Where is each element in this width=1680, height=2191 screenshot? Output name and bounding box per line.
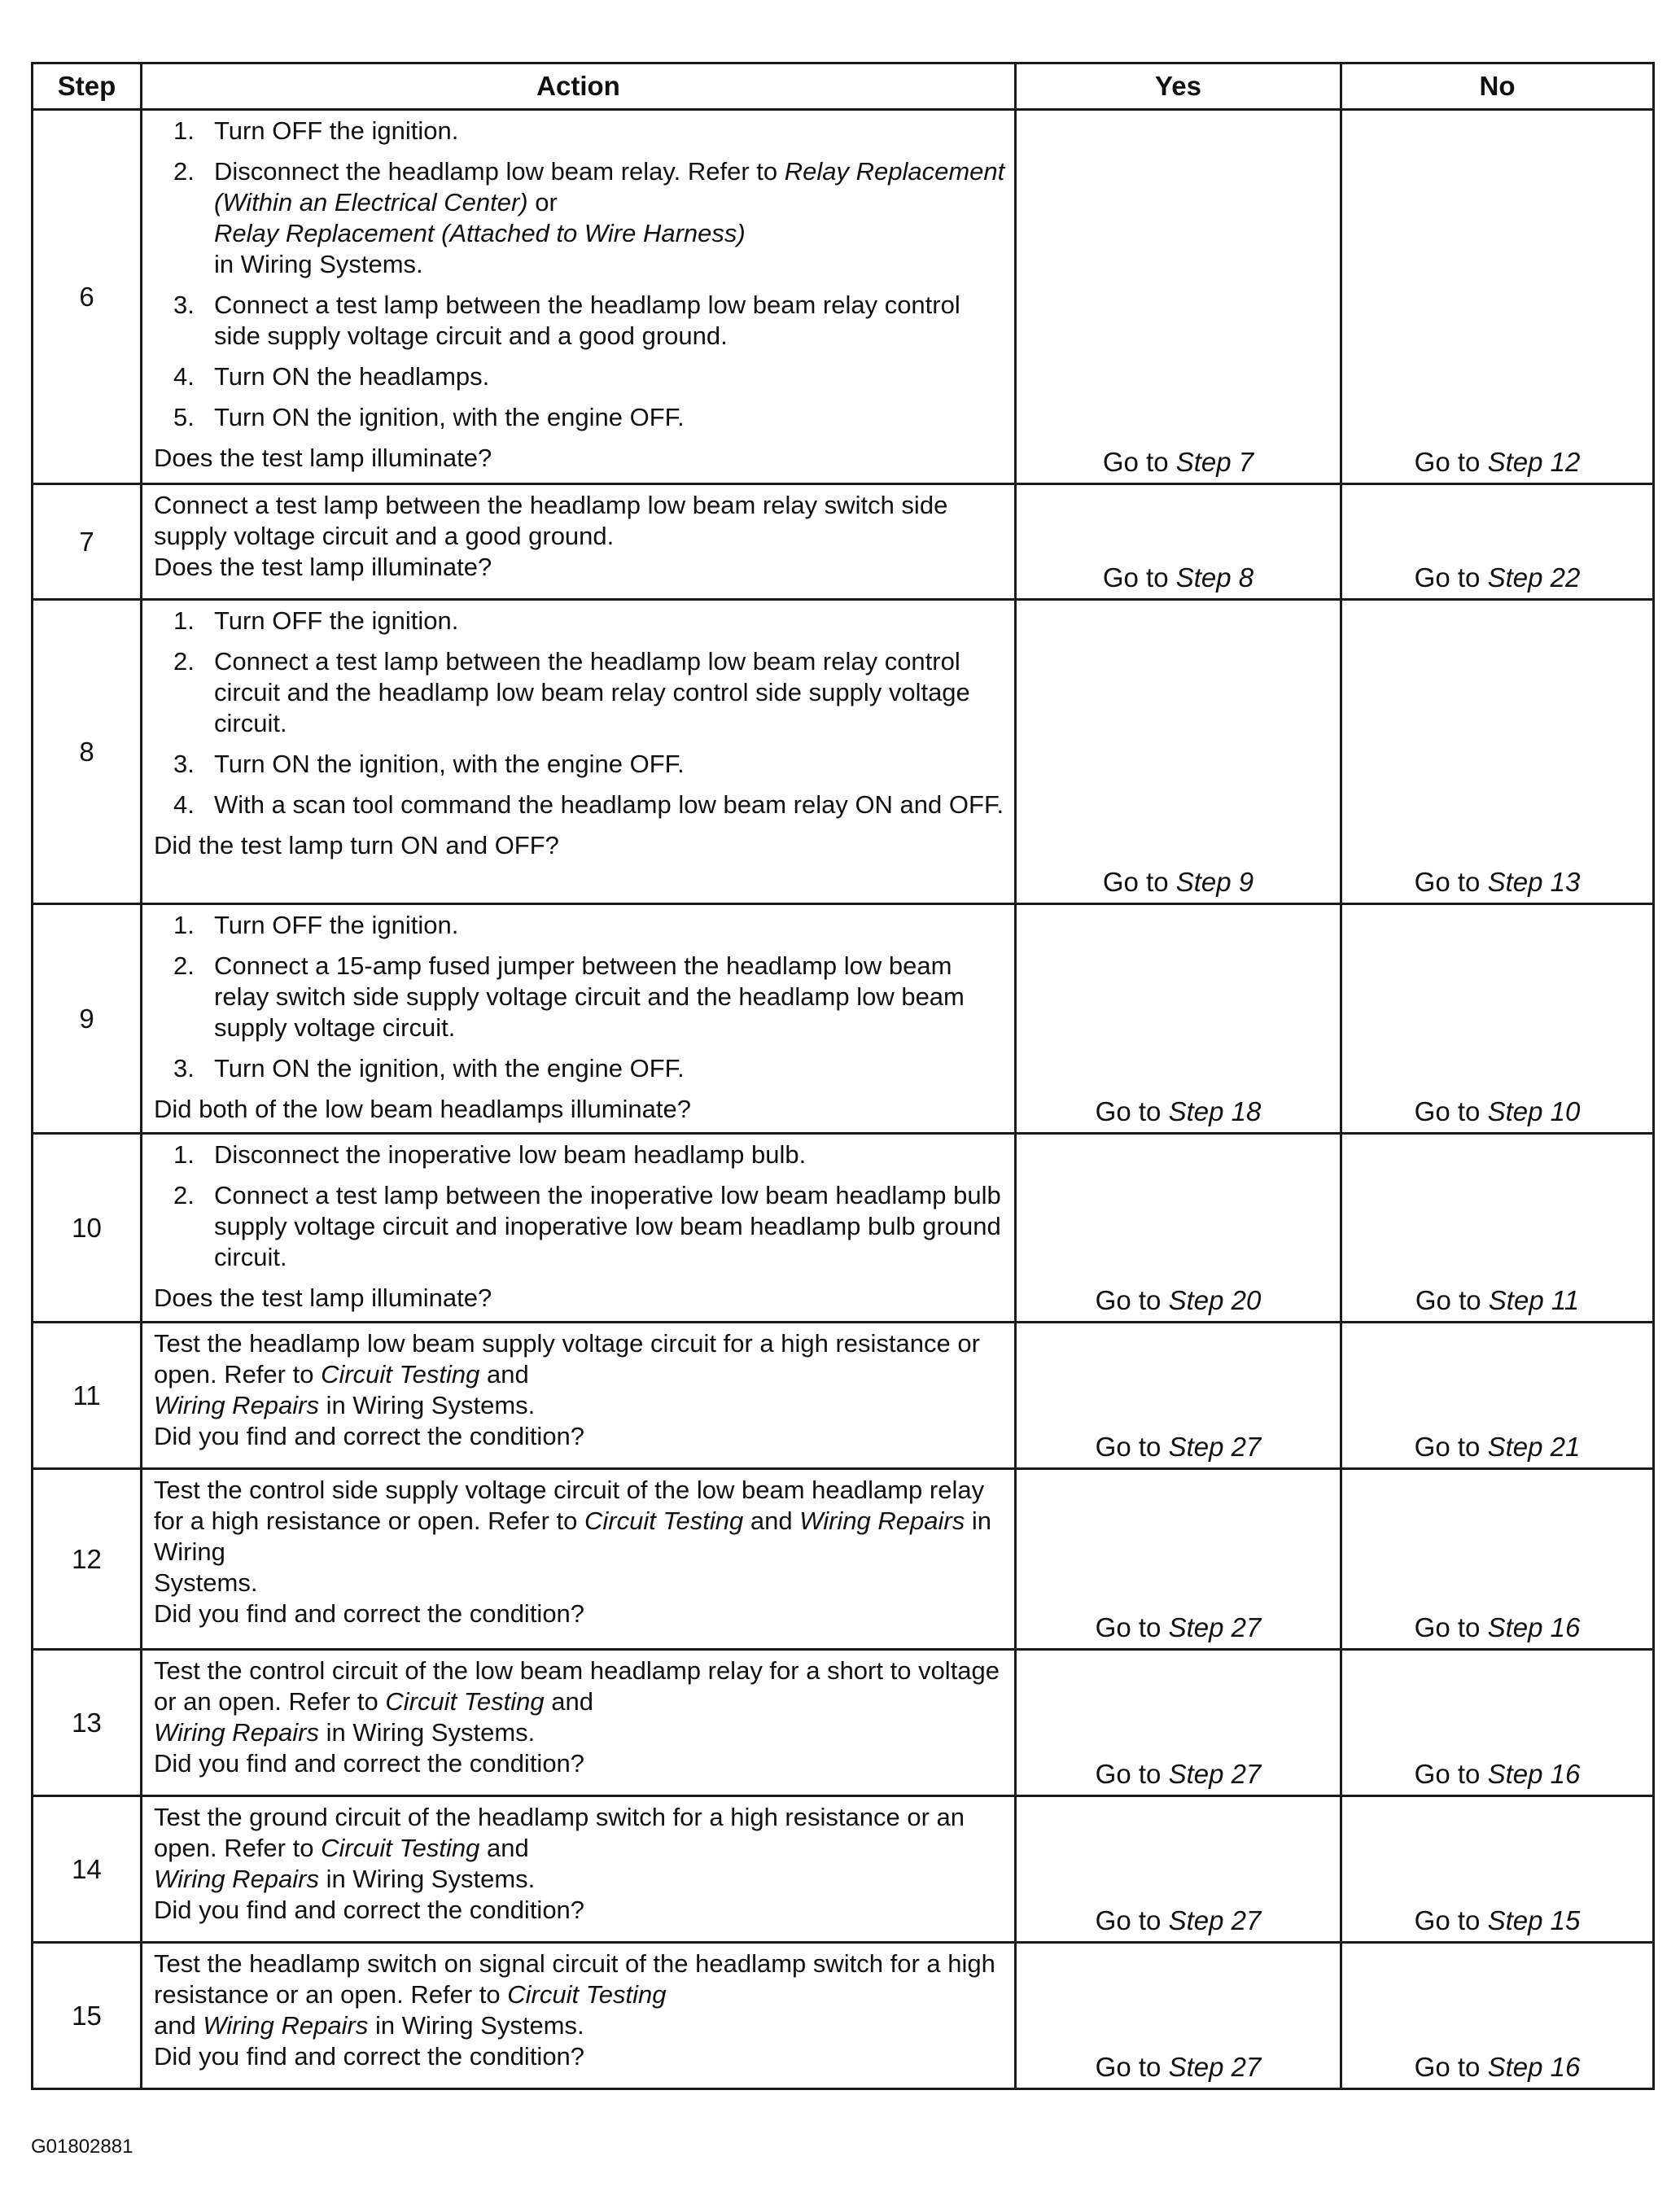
text-run: and	[154, 2011, 203, 2040]
action-step-number: 1.	[173, 911, 195, 939]
no-result-cell	[1341, 1650, 1654, 1796]
goto-prefix: Go to	[1095, 1096, 1169, 1126]
diagnostic-table	[31, 62, 1655, 2090]
text-run: With a scan tool command the headlamp low beam relay ON and OFF.	[214, 790, 1004, 819]
step-row	[33, 1943, 1654, 2089]
no-result-cell	[1341, 1796, 1654, 1943]
action-step-number: 4.	[173, 362, 195, 391]
goto-step-link[interactable]: Step 10	[1487, 1096, 1581, 1126]
text-run: Disconnect the headlamp low beam relay. Refer to	[214, 157, 785, 186]
yes-result-cell	[1016, 1323, 1341, 1469]
yes-result-cell	[1016, 484, 1341, 600]
action-step	[154, 1053, 1006, 1084]
goto-prefix: Go to	[1414, 1759, 1488, 1789]
goto-step-link[interactable]: Step 27	[1168, 1905, 1262, 1935]
step-number: 9	[33, 904, 142, 1134]
text-run: Connect a test lamp between the inoperative low beam headlamp bulb supply voltage circuit and inoperative low beam headlamp bulb ground circuit.	[214, 1181, 1001, 1271]
goto-prefix: Go to	[1414, 1612, 1488, 1642]
goto-step-link[interactable]: Step 9	[1175, 867, 1254, 897]
goto-prefix: Go to	[1095, 1759, 1169, 1789]
question-text: Does the test lamp illuminate?	[154, 553, 492, 581]
step-number: 10	[33, 1134, 142, 1323]
action-step-number: 5.	[173, 403, 195, 431]
step-row	[33, 1650, 1654, 1796]
text-run: in Wiring	[154, 1507, 991, 1566]
question-text: Did you find and correct the condition?	[154, 1896, 585, 1924]
goto-step-link[interactable]: Step 16	[1487, 1612, 1581, 1642]
text-run: and	[743, 1507, 800, 1535]
header-step: Step	[33, 63, 142, 110]
question-text: Does the test lamp illuminate?	[154, 444, 492, 472]
action-step-number: 4.	[173, 790, 195, 819]
no-result-cell	[1341, 600, 1654, 904]
figure-id: G01802881	[31, 2136, 133, 2158]
goto-step-link[interactable]: Step 16	[1487, 1759, 1581, 1789]
action-step	[154, 606, 1006, 636]
goto-step-link[interactable]: Step 27	[1168, 1759, 1262, 1789]
action-text	[154, 1475, 1006, 1598]
action-step	[154, 290, 1006, 352]
text-run: in Wiring Systems.	[319, 1865, 536, 1893]
no-result-cell	[1341, 1469, 1654, 1650]
no-result-cell	[1341, 904, 1654, 1134]
action-step	[154, 951, 1006, 1043]
question-text: Did you find and correct the condition?	[154, 1599, 585, 1628]
step-number: 11	[33, 1323, 142, 1469]
text-run: in Wiring Systems.	[319, 1391, 536, 1419]
text-run: and	[479, 1360, 529, 1389]
action-step	[154, 1139, 1006, 1170]
reference-link: Relay Replacement (Within an Electrical Center)	[214, 157, 1005, 216]
no-result-cell	[1341, 1134, 1654, 1323]
step-number: 12	[33, 1469, 142, 1650]
action-steps-list	[154, 606, 1006, 820]
action-cell	[142, 600, 1016, 904]
goto-prefix: Go to	[1414, 562, 1488, 593]
reference-link: Circuit Testing	[385, 1687, 545, 1716]
goto-prefix: Go to	[1095, 1285, 1169, 1315]
action-step	[154, 910, 1006, 941]
action-step-number: 3.	[173, 1054, 195, 1082]
text-run: and	[479, 1834, 529, 1862]
reference-link: Wiring Repairs	[154, 1718, 319, 1747]
question-text: Did you find and correct the condition?	[154, 1422, 585, 1450]
action-step-number: 1.	[173, 606, 195, 635]
header-row	[33, 63, 1654, 110]
reference-link: Circuit Testing	[321, 1360, 480, 1389]
yes-result-cell	[1016, 1650, 1341, 1796]
text-run: Connect a 15-amp fused jumper between the headlamp low beam relay switch side supply voltage circuit and the headlamp low beam supply voltage circuit.	[214, 951, 965, 1042]
text-run: in Wiring Systems.	[319, 1718, 536, 1747]
text-run: Disconnect the inoperative low beam headlamp bulb.	[214, 1140, 807, 1169]
action-step-number: 2.	[173, 1181, 195, 1209]
yes-result-cell	[1016, 1134, 1341, 1323]
goto-step-link[interactable]: Step 15	[1487, 1905, 1581, 1935]
reference-link: Wiring Repairs	[203, 2011, 369, 2040]
action-step-number: 3.	[173, 750, 195, 778]
action-step-number: 1.	[173, 1140, 195, 1169]
goto-step-link[interactable]: Step 27	[1168, 2052, 1262, 2082]
action-cell	[142, 1469, 1016, 1650]
no-result-cell	[1341, 1943, 1654, 2089]
goto-prefix: Go to	[1414, 867, 1488, 897]
action-step-number: 2.	[173, 157, 195, 186]
action-cell	[142, 484, 1016, 600]
text-run: Connect a test lamp between the headlamp low beam relay control circuit and the headlamp low beam relay control side supply voltage circuit.	[214, 647, 970, 737]
reference-link: Wiring Repairs	[154, 1865, 319, 1893]
step-row	[33, 1134, 1654, 1323]
goto-step-link[interactable]: Step 13	[1487, 867, 1581, 897]
reference-link: Wiring Repairs	[154, 1391, 319, 1419]
action-cell	[142, 1943, 1016, 2089]
reference-link: Circuit Testing	[507, 1980, 667, 2009]
step-row	[33, 1796, 1654, 1943]
goto-prefix: Go to	[1095, 2052, 1169, 2082]
action-step-number: 2.	[173, 951, 195, 980]
goto-step-link[interactable]: Step 20	[1168, 1285, 1262, 1315]
step-number: 6	[33, 110, 142, 484]
yes-result-cell	[1016, 110, 1341, 484]
action-step	[154, 402, 1006, 433]
action-step-number: 2.	[173, 647, 195, 676]
goto-prefix: Go to	[1102, 867, 1176, 897]
text-run: Connect a test lamp between the headlamp low beam relay switch side supply voltage circuit and a good ground.	[154, 491, 948, 550]
action-step-number: 1.	[173, 116, 195, 145]
goto-step-link[interactable]: Step 27	[1168, 1612, 1262, 1642]
header-yes: Yes	[1016, 63, 1341, 110]
step-row	[33, 110, 1654, 484]
goto-step-link[interactable]: Step 7	[1175, 447, 1254, 477]
action-text	[154, 1802, 1006, 1895]
goto-step-link[interactable]: Step 11	[1488, 1285, 1580, 1315]
action-cell	[142, 1650, 1016, 1796]
goto-step-link[interactable]: Step 22	[1487, 562, 1581, 593]
action-steps-list	[154, 116, 1006, 433]
text-run: Test the control side supply voltage circuit of the low beam headlamp relay for a high resistance or open. Refer to	[154, 1476, 985, 1535]
action-cell	[142, 1323, 1016, 1469]
step-number: 14	[33, 1796, 142, 1943]
yes-result-cell	[1016, 600, 1341, 904]
goto-prefix: Go to	[1414, 1096, 1488, 1126]
text-run: Turn ON the headlamps.	[214, 362, 490, 391]
goto-prefix: Go to	[1095, 1432, 1169, 1462]
yes-result-cell	[1016, 904, 1341, 1134]
goto-prefix: Go to	[1102, 562, 1176, 593]
action-cell	[142, 1796, 1016, 1943]
yes-result-cell	[1016, 1943, 1341, 2089]
text-run: Systems.	[154, 1568, 258, 1597]
reference-link: Circuit Testing	[321, 1834, 480, 1862]
action-steps-list	[154, 1139, 1006, 1273]
action-text	[154, 490, 1006, 552]
action-cell	[142, 1134, 1016, 1323]
text-run: Turn OFF the ignition.	[214, 911, 459, 939]
action-step	[154, 116, 1006, 147]
text-run: Turn OFF the ignition.	[214, 606, 459, 635]
action-step	[154, 749, 1006, 780]
action-cell	[142, 904, 1016, 1134]
no-result-cell	[1341, 484, 1654, 600]
action-step	[154, 646, 1006, 739]
text-run: Turn OFF the ignition.	[214, 116, 459, 145]
goto-prefix: Go to	[1414, 447, 1488, 477]
step-row	[33, 904, 1654, 1134]
action-text	[154, 1655, 1006, 1748]
text-run: in Wiring Systems.	[214, 250, 423, 278]
goto-step-link[interactable]: Step 12	[1487, 447, 1581, 477]
goto-step-link[interactable]: Step 8	[1175, 562, 1254, 593]
step-number: 7	[33, 484, 142, 600]
yes-result-cell	[1016, 1796, 1341, 1943]
question-text: Did you find and correct the condition?	[154, 1749, 585, 1778]
text-run: Connect a test lamp between the headlamp low beam relay control side supply voltage circuit and a good ground.	[214, 291, 960, 350]
header-action: Action	[142, 63, 1016, 110]
question-text: Did you find and correct the condition?	[154, 2042, 585, 2071]
text-run: Test the control circuit of the low beam headlamp relay for a short to voltage or an open. Refer to	[154, 1656, 1000, 1716]
reference-link: Wiring Repairs	[799, 1507, 965, 1535]
text-run: or	[527, 188, 558, 216]
goto-prefix: Go to	[1095, 1905, 1169, 1935]
goto-step-link[interactable]: Step 27	[1168, 1432, 1262, 1462]
action-text	[154, 1328, 1006, 1421]
text-run: Turn ON the ignition, with the engine OFF.	[214, 1054, 685, 1082]
reference-link: Circuit Testing	[584, 1507, 744, 1535]
yes-result-cell	[1016, 1469, 1341, 1650]
goto-prefix: Go to	[1102, 447, 1176, 477]
step-row	[33, 600, 1654, 904]
step-row	[33, 1469, 1654, 1650]
action-step	[154, 789, 1006, 820]
step-number: 13	[33, 1650, 142, 1796]
text-run: Test the headlamp low beam supply voltage circuit for a high resistance or open. Refer to	[154, 1329, 980, 1389]
text-run: in Wiring Systems.	[368, 2011, 584, 2040]
action-step	[154, 361, 1006, 392]
header-no: No	[1341, 63, 1654, 110]
text-run: Turn ON the ignition, with the engine OFF.	[214, 750, 685, 778]
text-run: Test the ground circuit of the headlamp switch for a high resistance or an open. Refer to	[154, 1803, 965, 1862]
no-result-cell	[1341, 110, 1654, 484]
action-cell	[142, 110, 1016, 484]
goto-prefix: Go to	[1414, 1432, 1488, 1462]
action-step	[154, 1180, 1006, 1273]
text-run: Test the headlamp switch on signal circuit of the headlamp switch for a high resistance or an open. Refer to	[154, 1949, 995, 2009]
goto-prefix: Go to	[1414, 1905, 1488, 1935]
question-text: Did both of the low beam headlamps illuminate?	[154, 1095, 691, 1123]
action-steps-list	[154, 910, 1006, 1084]
text-run: Turn ON the ignition, with the engine OFF.	[214, 403, 685, 431]
goto-prefix: Go to	[1414, 2052, 1488, 2082]
goto-prefix: Go to	[1095, 1612, 1169, 1642]
goto-prefix: Go to	[1415, 1285, 1489, 1315]
question-text: Did the test lamp turn ON and OFF?	[154, 831, 559, 859]
goto-step-link[interactable]: Step 21	[1487, 1432, 1581, 1462]
action-text	[154, 1948, 1006, 2041]
step-number: 15	[33, 1943, 142, 2089]
goto-step-link[interactable]: Step 18	[1168, 1096, 1262, 1126]
question-text: Does the test lamp illuminate?	[154, 1284, 492, 1312]
action-step-number: 3.	[173, 291, 195, 319]
step-number: 8	[33, 600, 142, 904]
step-row	[33, 484, 1654, 600]
action-step	[154, 156, 1006, 280]
reference-link: Relay Replacement (Attached to Wire Harness)	[214, 219, 746, 247]
no-result-cell	[1341, 1323, 1654, 1469]
goto-step-link[interactable]: Step 16	[1487, 2052, 1581, 2082]
step-row	[33, 1323, 1654, 1469]
text-run: and	[544, 1687, 593, 1716]
